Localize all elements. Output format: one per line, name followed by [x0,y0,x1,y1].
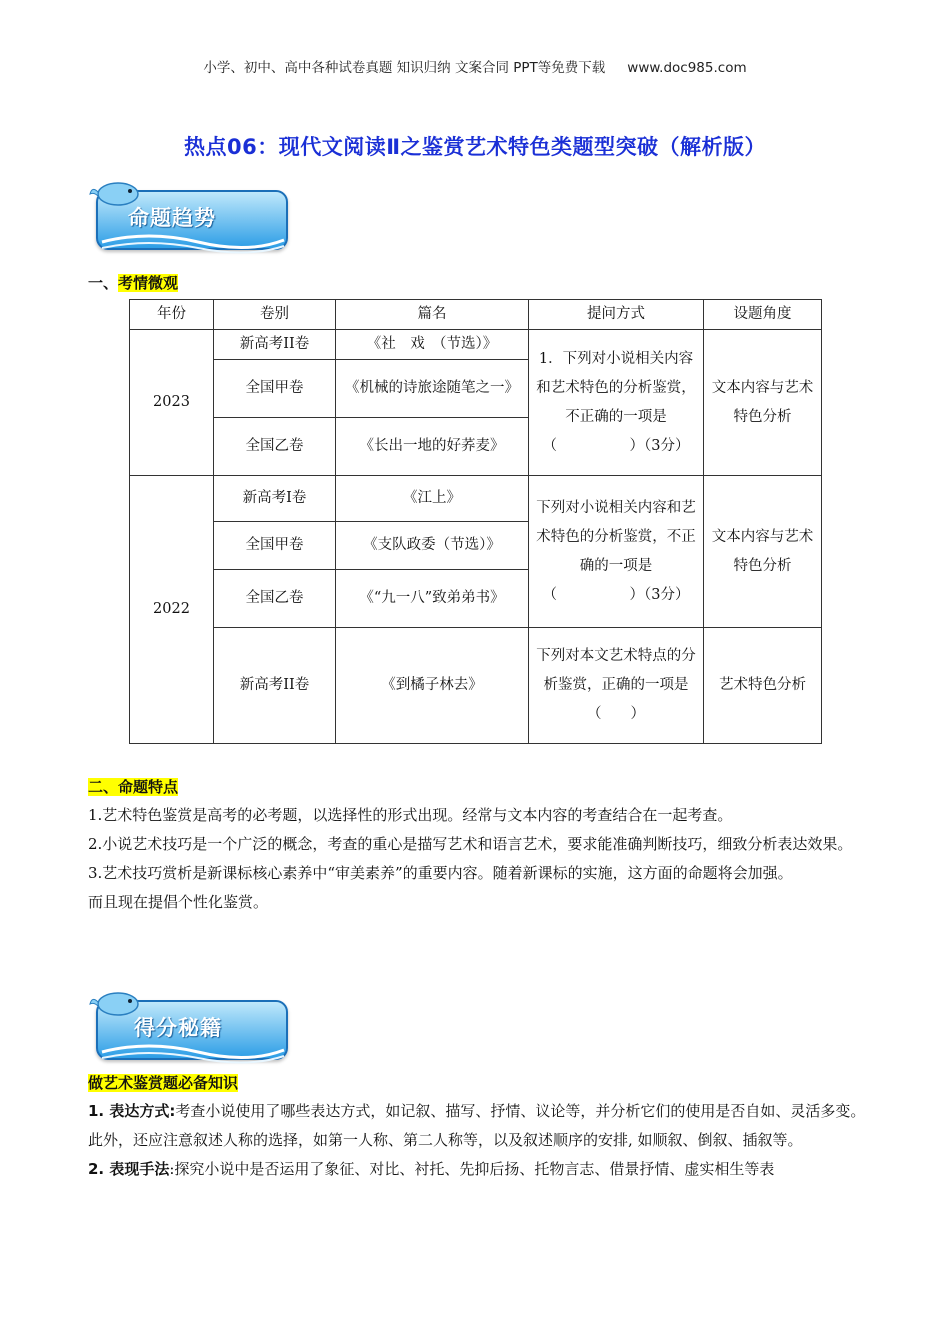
angle-cell: 文本内容与艺术特色分析 [704,476,822,628]
paper-cell: 全国甲卷 [214,522,336,570]
list-item: 2.小说艺术技巧是一个广泛的概念，考查的重心是描写艺术和语言艺术，要求能准确判断技巧，细致分析表达效果。 [88,835,853,853]
header-site-link[interactable]: www.doc985.com [627,60,747,76]
question-cell: 下列对本文艺术特点的分析鉴赏，正确的一项是（ ） [529,628,704,744]
question-cell: 1．下列对小说相关内容和艺术特色的分析鉴赏，不正确的一项是（ ）（3分） [529,330,704,476]
paper-cell: 新高考II卷 [214,330,336,360]
table-header-cell: 提问方式 [529,300,704,330]
knowledge-list [88,1097,868,1184]
table-row [130,330,822,360]
table-header-cell: 卷别 [214,300,336,330]
paper-cell: 新高考II卷 [214,628,336,744]
item-text: :探究小说中是否运用了象征、对比、衬托、先抑后扬、托物言志、借景抒情、虚实相生等表 [169,1160,775,1178]
title-cell: 《支队政委（节选）》 [336,522,529,570]
list-item [88,1097,868,1155]
question-cell: 下列对小说相关内容和艺术特色的分析鉴赏，不正确的一项是（ ）（3分） [529,476,704,628]
section-heading-1 [88,272,178,293]
list-item: 1.艺术特色鉴赏是高考的必考题，以选择性的形式出现。经常与文本内容的考查结合在一起考查。 [88,806,733,824]
title-cell: 《长出一地的好荞麦》 [336,418,529,476]
paper-cell: 全国甲卷 [214,360,336,418]
banner-trend [88,176,288,258]
table-header-cell: 年份 [130,300,214,330]
title-cell: 《“九一八”致弟弟书》 [336,570,529,628]
section-1-prefix: 一、 [88,274,119,292]
banner-trend-label: 命题趋势 [128,206,216,230]
table-header-cell: 设题角度 [704,300,822,330]
item-term: 2. 表现手法 [88,1160,170,1178]
paper-cell: 新高考I卷 [214,476,336,522]
title-cell: 《江上》 [336,476,529,522]
item-text: 考查小说使用了哪些表达方式，如记叙、描写、抒情、议论等，并分析它们的使用是否自如、灵活多变。此外，还应注意叙述人称的选择，如第一人称、第二人称等，以及叙述顺序的安排, 如顺叙、倒叙、插叙等。 [88,1102,866,1149]
feature-list [88,801,868,917]
section-3-label: 做艺术鉴赏题必备知识 [88,1074,239,1092]
paper-cell: 全国乙卷 [214,570,336,628]
banner-secret-label: 得分秘籍 [134,1016,222,1040]
exam-table [129,299,822,744]
table-header-cell: 篇名 [336,300,529,330]
section-heading-2 [88,776,178,797]
list-item [88,1155,868,1184]
paper-cell: 全国乙卷 [214,418,336,476]
header-text: 小学、初中、高中各种试卷真题 知识归纳 文案合同 PPT等免费下载 [203,60,606,76]
title-cell: 《机械的诗旅途随笔之一》 [336,360,529,418]
list-item: 而且现在提倡个性化鉴赏。 [88,893,269,911]
section-2-label: 二、命题特点 [88,778,179,796]
table-header-row [130,300,822,330]
angle-cell: 艺术特色分析 [704,628,822,744]
year-cell: 2022 [130,476,214,744]
table-row [130,628,822,744]
year-cell: 2023 [130,330,214,476]
table-row [130,476,822,522]
item-term: 1. 表达方式: [88,1102,176,1120]
list-item: 3.艺术技巧赏析是新课标核心素养中“审美素养”的重要内容。随着新课标的实施，这方面的命题将会加强。 [88,864,793,882]
section-heading-3 [88,1072,238,1093]
angle-cell: 文本内容与艺术特色分析 [704,330,822,476]
title-cell: 《社 戏 （节选）》 [336,330,529,360]
banner-secret [88,986,288,1068]
title-cell: 《到橘子林去》 [336,628,529,744]
page-header [0,56,950,76]
page-title: 热点06：现代文阅读Ⅱ之鉴赏艺术特色类题型突破（解析版） [183,135,767,159]
section-1-label: 考情微观 [118,274,179,292]
